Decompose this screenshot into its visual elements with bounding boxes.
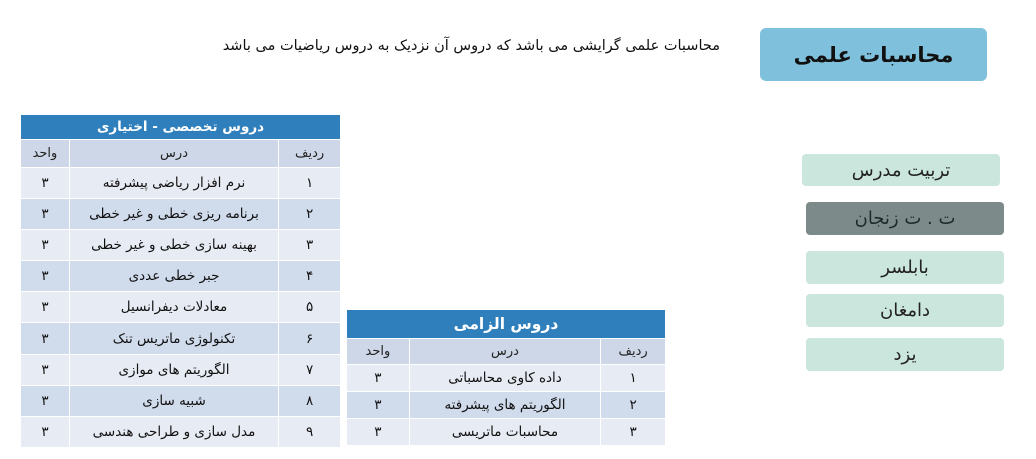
course-units: ۳ [21,354,70,385]
course-name: داده کاوی محاسباتی [409,365,600,392]
table-row [21,199,341,230]
row-number: ۲ [601,392,666,419]
course-name: تکنولوژی ماتریس تنک [69,323,278,354]
course-name: نرم افزار ریاضی پیشرفته [69,168,278,199]
university-button-babolsar[interactable]: بابلسر [806,251,1004,284]
table-row [21,354,341,385]
column-header-course: درس [69,140,278,168]
row-number: ۵ [279,292,341,323]
university-button-yazd[interactable]: یزد [806,338,1004,371]
course-units: ۳ [21,230,70,261]
table-row [21,168,341,199]
table-row [21,292,341,323]
course-units: ۳ [21,261,70,292]
column-header-row: ردیف [279,140,341,168]
course-name: شبیه سازی [69,385,278,416]
course-units: ۳ [21,199,70,230]
course-units: ۳ [21,323,70,354]
page-title: محاسبات علمی [760,28,987,81]
table-row [21,416,341,447]
column-header-units: واحد [21,140,70,168]
university-button-zanjan[interactable]: ت . ت زنجان [806,202,1004,235]
course-name: معادلات دیفرانسیل [69,292,278,323]
course-name: الگوریتم های موازی [69,354,278,385]
university-button-tarbiat-modares[interactable]: تربیت مدرس [802,154,1000,186]
mandatory-courses-table [346,309,666,446]
table-row [347,419,666,446]
column-header-row: ردیف [601,339,666,365]
table-caption: دروس الزامی [347,310,666,339]
course-units: ۳ [21,168,70,199]
course-name: الگوریتم های پیشرفته [409,392,600,419]
row-number: ۱ [601,365,666,392]
course-units: ۳ [347,365,410,392]
row-number: ۷ [279,354,341,385]
elective-courses-table [20,114,341,448]
table-row [21,230,341,261]
table-caption: دروس تخصصی - اختیاری [21,115,341,140]
row-number: ۸ [279,385,341,416]
field-description: محاسبات علمی گرایشی می باشد که دروس آن نزدیک به دروس ریاضیات می باشد [222,38,720,54]
row-number: ۳ [279,230,341,261]
course-name: محاسبات ماتریسی [409,419,600,446]
course-units: ۳ [21,385,70,416]
row-number: ۹ [279,416,341,447]
course-name: مدل سازی و طراحی هندسی [69,416,278,447]
column-header-units: واحد [347,339,410,365]
table-row [21,323,341,354]
table-row [21,261,341,292]
row-number: ۴ [279,261,341,292]
course-name: برنامه ریزی خطی و غیر خطی [69,199,278,230]
course-units: ۳ [347,419,410,446]
column-header-course: درس [409,339,600,365]
course-name: جبر خطی عددی [69,261,278,292]
course-units: ۳ [21,292,70,323]
row-number: ۱ [279,168,341,199]
row-number: ۳ [601,419,666,446]
row-number: ۲ [279,199,341,230]
course-units: ۳ [21,416,70,447]
row-number: ۶ [279,323,341,354]
course-units: ۳ [347,392,410,419]
table-row [347,392,666,419]
course-name: بهینه سازی خطی و غیر خطی [69,230,278,261]
table-row [21,385,341,416]
university-button-damghan[interactable]: دامغان [806,294,1004,327]
table-row [347,365,666,392]
